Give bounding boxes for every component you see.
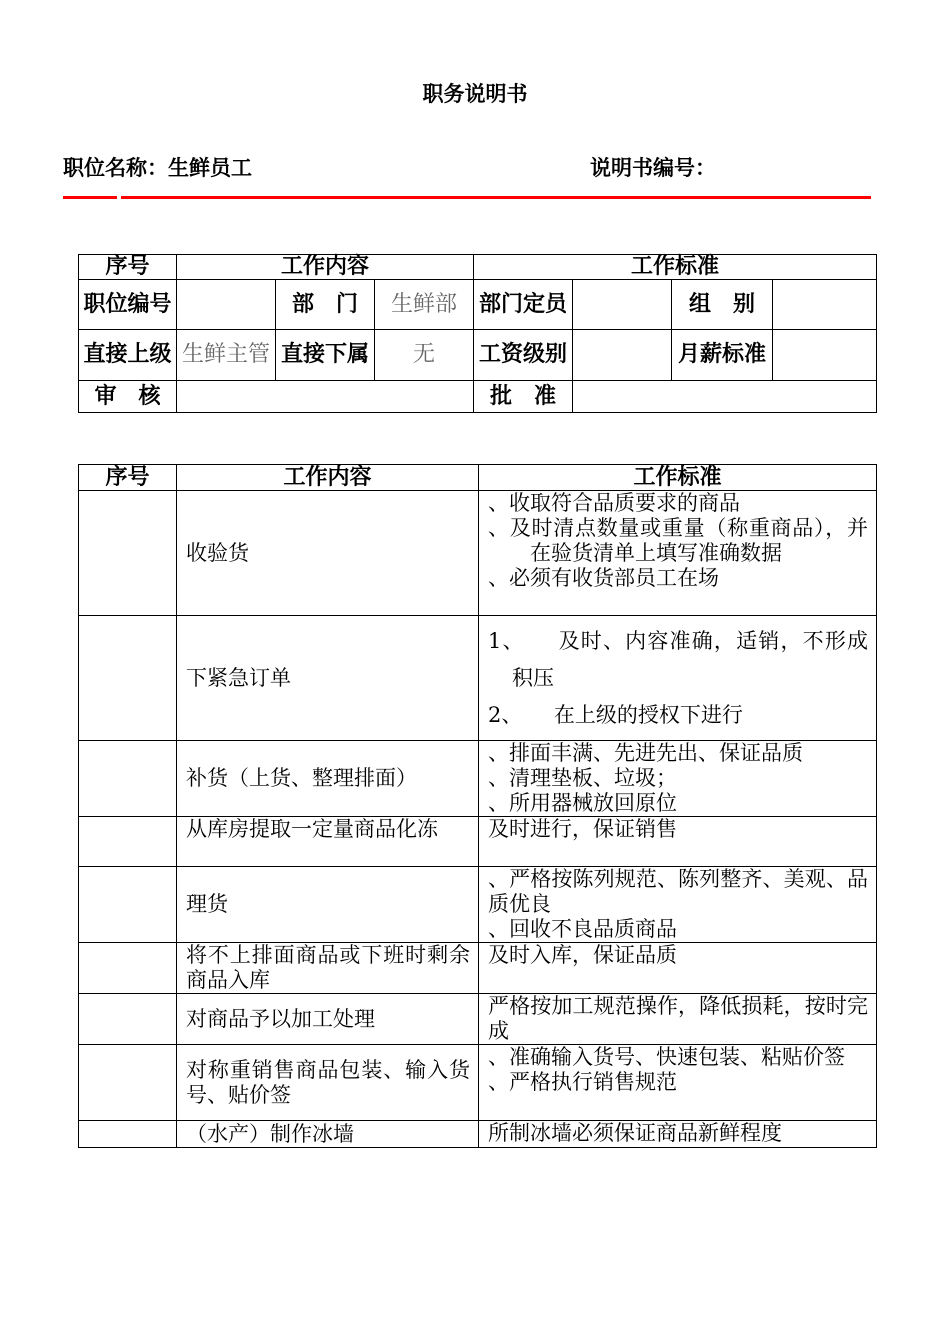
- standard-line: 、严格按陈列规范、陈列整齐、美观、品质优良: [488, 867, 868, 916]
- duty-content: 理货: [177, 867, 479, 943]
- position-code-label: 职位编号: [79, 280, 177, 330]
- duty-standard: [479, 1045, 877, 1121]
- duty-content: （水产）制作冰墙: [177, 1121, 479, 1148]
- standard-line: 、回收不良品质商品: [488, 917, 677, 941]
- standard-line: 、必须有收货部员工在场: [488, 566, 719, 590]
- table-row: [79, 994, 877, 1045]
- department-quota-label: 部门定员: [474, 280, 573, 330]
- table-row: [79, 867, 877, 943]
- duty-seq: [79, 1045, 177, 1121]
- duties-header-seq: 序号: [79, 465, 177, 491]
- group-label: 组 别: [672, 280, 773, 330]
- page-title: 职务说明书: [422, 82, 528, 106]
- divider-gap: [117, 195, 121, 200]
- standard-line: 严格按加工规范操作，降低损耗，按时完成: [488, 994, 868, 1043]
- standard-line: 、排面丰满、先进先出、保证品质: [488, 741, 803, 765]
- duty-standard: [479, 491, 877, 616]
- table-row: [79, 1045, 877, 1121]
- duty-seq: [79, 867, 177, 943]
- duty-seq: [79, 994, 177, 1045]
- info-header-seq: 序号: [79, 255, 177, 280]
- duty-standard: [479, 994, 877, 1045]
- duty-seq: [79, 741, 177, 817]
- table-row: [79, 491, 877, 616]
- document-number-label: 说明书编号：: [590, 156, 716, 180]
- direct-superior-label: 直接上级: [79, 330, 177, 381]
- table-row: [79, 817, 877, 867]
- standard-line: 2、 在上级的授权下进行: [488, 702, 743, 727]
- duty-standard: [479, 616, 877, 741]
- red-divider: [63, 196, 871, 199]
- direct-subordinate-label: 直接下属: [276, 330, 375, 381]
- group-value: [773, 280, 877, 330]
- duty-content: 收验货: [177, 491, 479, 616]
- approve-label: 批 准: [474, 381, 573, 413]
- duty-content: 对称重销售商品包装、输入货号、贴价签: [177, 1045, 479, 1121]
- table-row: [79, 741, 877, 817]
- duty-seq: [79, 1121, 177, 1148]
- duty-standard: [479, 741, 877, 817]
- approve-value: [573, 381, 877, 413]
- info-row-1: [79, 280, 877, 330]
- duties-header-row: [79, 465, 877, 491]
- position-name-value: 生鲜员工: [168, 156, 252, 180]
- duties-header-standard: 工作标准: [479, 465, 877, 491]
- standard-line: 、所用器械放回原位: [488, 791, 677, 815]
- duty-seq: [79, 616, 177, 741]
- monthly-salary-value: [773, 330, 877, 381]
- position-code-value: [177, 280, 276, 330]
- review-label: 审 核: [79, 381, 177, 413]
- direct-subordinate-value: 无: [375, 330, 474, 381]
- duty-content: 下紧急订单: [177, 616, 479, 741]
- duties-header-content: 工作内容: [177, 465, 479, 491]
- standard-line: 1、 及时、内容准确，适销，不形成积压: [488, 628, 868, 690]
- table-row: [79, 616, 877, 741]
- duty-standard: [479, 867, 877, 943]
- duty-seq: [79, 943, 177, 994]
- standard-line: 、及时清点数量或重量（称重商品），并在验货清单上填写准确数据: [488, 516, 868, 565]
- duty-seq: [79, 491, 177, 616]
- wage-grade-label: 工资级别: [474, 330, 573, 381]
- standard-line: 、清理垫板、垃圾；: [488, 766, 677, 790]
- duties-table: [78, 464, 877, 1148]
- duty-seq: [79, 817, 177, 867]
- department-label: 部 门: [276, 280, 375, 330]
- review-value: [177, 381, 474, 413]
- direct-superior-value: 生鲜主管: [177, 330, 276, 381]
- standard-line: 、严格执行销售规范: [488, 1070, 677, 1094]
- standard-line: 所制冰墙必须保证商品新鲜程度: [488, 1121, 782, 1145]
- position-name-field: [63, 152, 252, 182]
- table-row: [79, 1121, 877, 1148]
- info-header-row: [79, 255, 877, 280]
- monthly-salary-label: 月薪标准: [672, 330, 773, 381]
- duty-content: 将不上排面商品或下班时剩余商品入库: [177, 943, 479, 994]
- info-row-2: [79, 330, 877, 381]
- department-value: 生鲜部: [375, 280, 474, 330]
- duty-standard: [479, 943, 877, 994]
- position-name-label: 职位名称：: [63, 156, 168, 180]
- duty-content: 对商品予以加工处理: [177, 994, 479, 1045]
- wage-grade-value: [573, 330, 672, 381]
- duty-content: 从库房提取一定量商品化冻: [177, 817, 479, 867]
- duty-content: 补货（上货、整理排面）: [177, 741, 479, 817]
- standard-line: 、准确输入货号、快速包装、粘贴价签: [488, 1045, 845, 1069]
- duty-standard: [479, 1121, 877, 1148]
- standard-line: 及时入库，保证品质: [488, 943, 677, 967]
- info-header-content: 工作内容: [177, 255, 474, 280]
- standard-line: 、收取符合品质要求的商品: [488, 491, 740, 515]
- info-row-3: [79, 381, 877, 413]
- table-row: [79, 943, 877, 994]
- position-info-table: [78, 254, 877, 413]
- standard-line: 及时进行，保证销售: [488, 817, 677, 841]
- duty-standard: [479, 817, 877, 867]
- department-quota-value: [573, 280, 672, 330]
- info-header-standard: 工作标准: [474, 255, 877, 280]
